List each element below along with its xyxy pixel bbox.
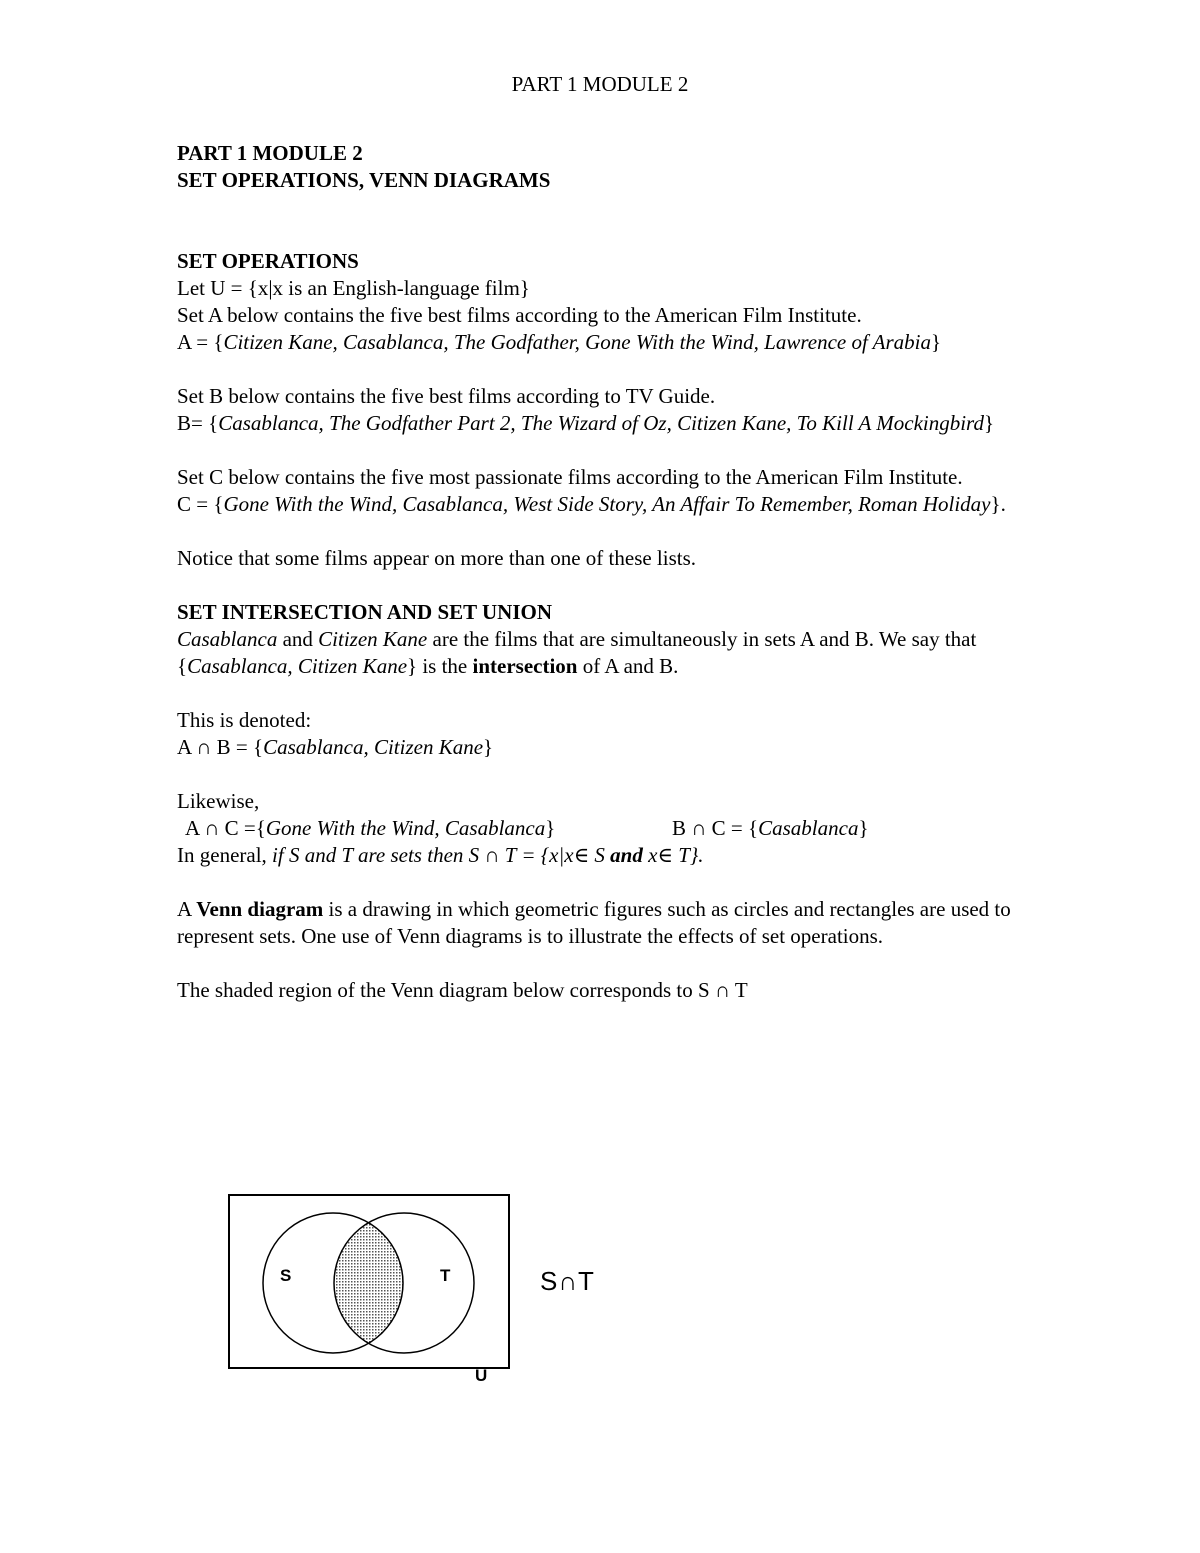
set-c-intro: Set C below contains the five most passionate films according to the American Film Institute. (177, 465, 963, 489)
denoted-label: This is denoted: (177, 708, 312, 732)
set-c-definition: C = {Gone With the Wind, Casablanca, West Side Story, An Affair To Remember, Roman Holiday}. (177, 492, 1006, 516)
title-line-2: SET OPERATIONS, VENN DIAGRAMS (177, 168, 551, 192)
venn-caption: S∩T (540, 1266, 595, 1296)
general-definition: In general, if S and T are sets then S ∩ T = {x|x∈ S and x∈ T}. (177, 843, 704, 867)
title-line-1: PART 1 MODULE 2 (177, 141, 363, 165)
set-s-label: S (280, 1266, 292, 1285)
set-a-definition: A = {Citizen Kane, Casablanca, The Godfather, Gone With the Wind, Lawrence of Arabia} (177, 330, 942, 354)
intersection-union-heading: SET INTERSECTION AND SET UNION (177, 600, 553, 624)
running-header: PART 1 MODULE 2 (511, 72, 689, 96)
set-a-intro: Set A below contains the five best films according to the American Film Institute. (177, 303, 862, 327)
universe-label: U (475, 1366, 488, 1385)
intersection-examples (177, 815, 1027, 842)
venn-definition: A Venn diagram is a drawing in which geometric figures such as circles and rectangles are used to represent sets. One use of Venn diagrams is to illustrate the effects of set operations. (177, 897, 1011, 948)
a-intersect-b: A ∩ B = {Casablanca, Citizen Kane} (177, 735, 494, 759)
set-b-definition: B= {Casablanca, The Godfather Part 2, The Wizard of Oz, Citizen Kane, To Kill A Mockingbird} (177, 411, 995, 435)
notice-paragraph: Notice that some films appear on more than one of these lists. (177, 546, 697, 570)
set-operations-heading: SET OPERATIONS (177, 249, 359, 273)
likewise-label: Likewise, (177, 789, 260, 813)
set-b-intro: Set B below contains the five best films according to TV Guide. (177, 384, 716, 408)
document-body (177, 140, 1027, 1004)
b-intersect-c: B ∩ C = {Casablanca} (672, 816, 869, 840)
shaded-region-description: The shaded region of the Venn diagram below corresponds to S ∩ T (177, 978, 748, 1002)
intersection-paragraph: Casablanca and Citizen Kane are the films that are simultaneously in sets A and B. We say that {Casablanca, Citizen Kane} is the intersection of A and B. (177, 627, 977, 678)
a-intersect-c: A ∩ C ={Gone With the Wind, Casablanca} (185, 816, 556, 840)
universe-definition: Let U = {x|x is an English-language film} (177, 276, 530, 300)
set-t-label: T (440, 1266, 451, 1285)
